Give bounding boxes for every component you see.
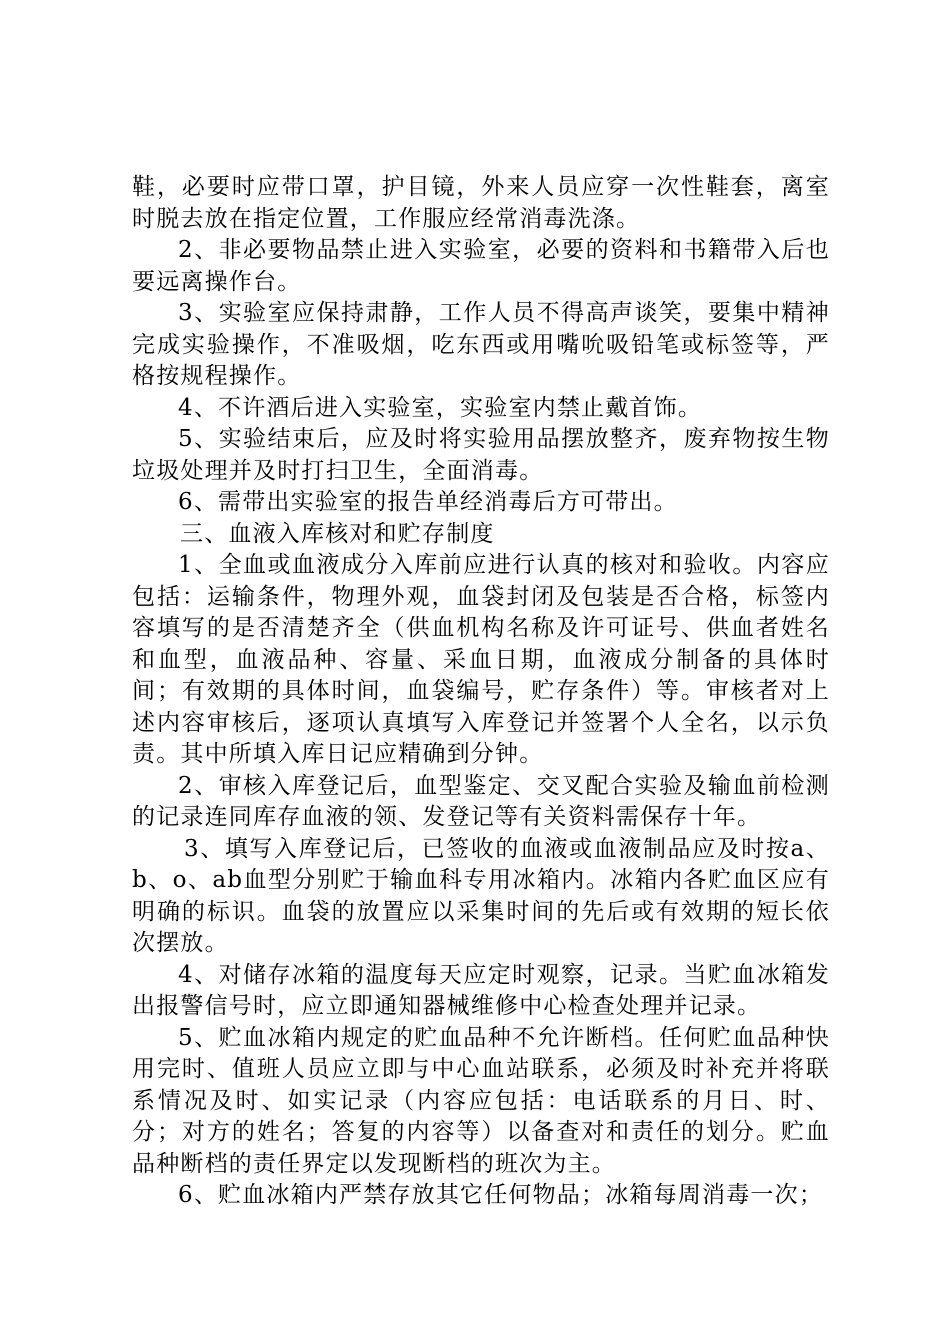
- paragraph-11: 4、对储存冰箱的温度每天应定时观察，记录。当贮血冰箱发出报警信号时，应立即通知器械维修中心检查处理并记录。: [132, 961, 830, 1019]
- paragraph-10: 3、填写入库登记后，已签收的血液或血液制品应及时按a、b、o、ab血型分别贮于输血科专用冰箱内。冰箱内各贮血区应有明确的标识。血袋的放置应以采集时间的先后或有效期的短长依次摆放。: [132, 835, 830, 956]
- paragraph-13: 6、贮血冰箱内严禁存放其它任何物品；冰箱每周消毒一次；: [178, 1182, 824, 1208]
- paragraph-5: 5、实验结束后，应及时将实验用品摆放整齐，废弃物按生物垃圾处理并及时打扫卫生，全面消毒。: [132, 426, 830, 484]
- section-heading: 三、血液入库核对和贮存制度: [180, 520, 495, 547]
- paragraph-2: 2、非必要物品禁止进入实验室，必要的资料和书籍带入后也要远离操作台。: [132, 237, 830, 295]
- paragraph-1: 鞋，必要时应带口罩，护目镜，外来人员应穿一次性鞋套，离室时脱去放在指定位置，工作服应经常消毒洗涤。: [132, 174, 830, 232]
- paragraph-8: 1、全血或血液成分入库前应进行认真的核对和验收。内容应包括：运输条件，物理外观，血袋封闭及包装是否合格，标签内容填写的是否清楚齐全（供血机构名称及许可证号、供血者姓名和血型，血液品种、容量、采血日期，血液成分制备的具体时间；有效期的具体时间，血袋编号，贮存条件）等。审核者对上述内容审核后，逐项认真填写入库登记并签署个人全名，以示负责。其中所填入库日记应精确到分钟。: [132, 552, 830, 767]
- paragraph-6: 6、需带出实验室的报告单经消毒后方可带出。: [178, 489, 678, 515]
- paragraph-9: 2、审核入库登记后，血型鉴定、交叉配合实验及输血前检测的记录连同库存血液的领、发登记等有关资料需保存十年。: [132, 772, 830, 830]
- paragraph-3: 3、实验室应保持肃静，工作人员不得高声谈笑，要集中精神完成实验操作，不准吸烟，吃东西或用嘴吮吸铅笔或标签等，严格按规程操作。: [132, 300, 830, 389]
- paragraph-12: 5、贮血冰箱内规定的贮血品种不允许断档。任何贮血品种快用完时、值班人员应立即与中心血站联系，必须及时补充并将联系情况及时、如实记录（内容应包括：电话联系的月日、时、分；对方的姓名；答复的内容等）以备查对和责任的划分。贮血品种断档的责任界定以发现断档的班次为主。: [132, 1024, 830, 1177]
- paragraph-4: 4、不许酒后进入实验室，实验室内禁止戴首饰。: [178, 394, 703, 421]
- document-page: [132, 172, 830, 1212]
